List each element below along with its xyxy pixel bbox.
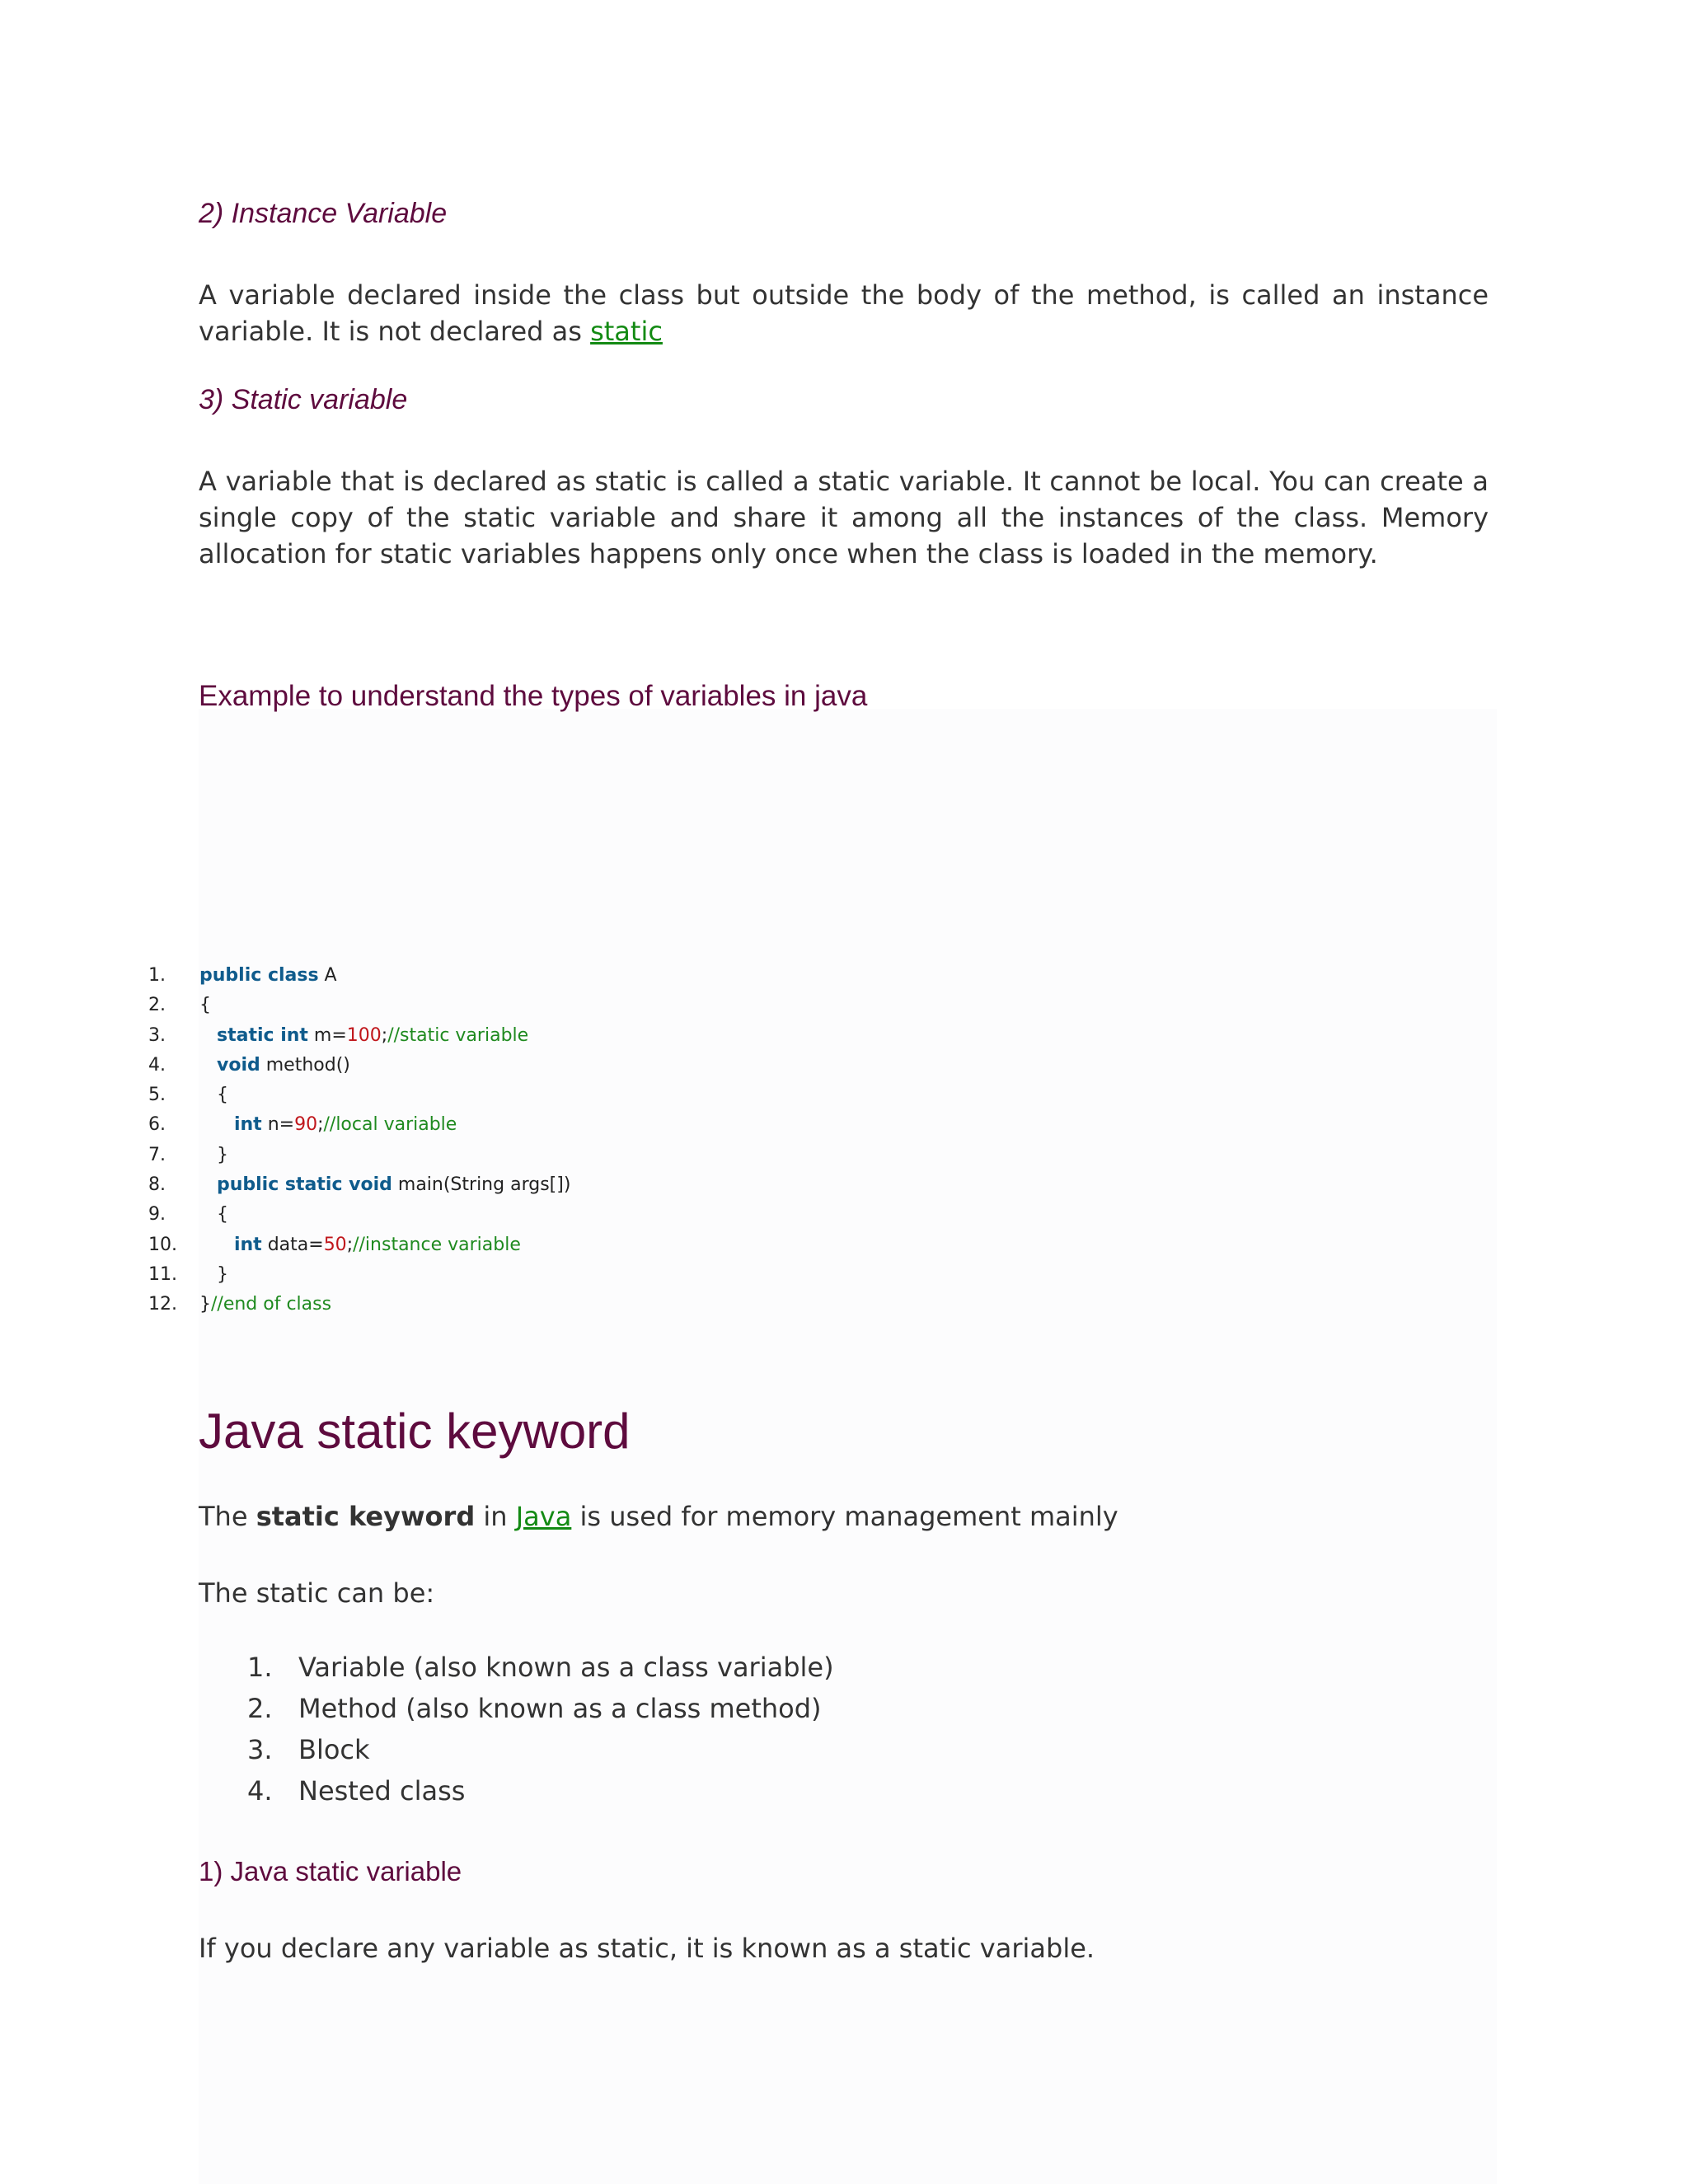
list-item bbox=[247, 1647, 834, 1688]
code-line bbox=[148, 991, 570, 1020]
code-line bbox=[148, 1260, 570, 1290]
code-line bbox=[148, 1110, 570, 1140]
static-intro-paragraph bbox=[199, 1498, 1118, 1535]
code-keyword: void bbox=[216, 1054, 260, 1076]
list-item-text: Block bbox=[298, 1734, 370, 1765]
list-item-text: Nested class bbox=[298, 1775, 466, 1807]
code-keyword: public static void bbox=[216, 1174, 392, 1196]
code-comment: //local variable bbox=[323, 1114, 457, 1136]
code-number: 100 bbox=[346, 1024, 382, 1046]
list-item-number: 3. bbox=[247, 1734, 273, 1765]
instance-variable-paragraph bbox=[199, 277, 1489, 349]
list-item bbox=[247, 1770, 834, 1811]
java-static-variable-heading: 1) Java static variable bbox=[199, 1856, 462, 1886]
code-listing bbox=[148, 961, 570, 1320]
code-line-number: 1. bbox=[148, 965, 166, 986]
code-indent bbox=[199, 1085, 217, 1105]
code-text: ; bbox=[346, 1234, 354, 1255]
code-text: } bbox=[199, 1294, 211, 1315]
code-text: method() bbox=[260, 1054, 350, 1076]
code-line-number: 12. bbox=[148, 1294, 177, 1315]
code-line bbox=[148, 1051, 570, 1080]
code-text: n= bbox=[261, 1114, 295, 1136]
code-comment: //instance variable bbox=[353, 1234, 521, 1255]
java-static-variable-text: If you declare any variable as static, it is known as a static variable. bbox=[199, 1933, 1095, 1964]
intro-text-the: The bbox=[199, 1501, 256, 1532]
code-line bbox=[148, 1080, 570, 1110]
code-line bbox=[148, 1170, 570, 1200]
code-text: { bbox=[216, 1085, 228, 1106]
static-link[interactable]: static bbox=[590, 316, 663, 347]
code-line bbox=[148, 1021, 570, 1051]
code-indent bbox=[199, 1055, 217, 1076]
intro-bold-text: static keyword bbox=[256, 1501, 476, 1532]
code-indent bbox=[199, 1145, 217, 1165]
code-indent bbox=[199, 1025, 217, 1046]
page-title: Java static keyword bbox=[199, 1404, 631, 1459]
code-line-number: 7. bbox=[148, 1144, 166, 1165]
code-text: } bbox=[216, 1263, 228, 1285]
code-keyword: static int bbox=[216, 1024, 308, 1046]
code-indent bbox=[199, 1264, 217, 1285]
code-line-number: 4. bbox=[148, 1054, 166, 1076]
code-text: A bbox=[318, 965, 337, 986]
code-line bbox=[148, 1230, 570, 1260]
code-line bbox=[148, 1200, 570, 1230]
list-item-number: 1. bbox=[247, 1652, 273, 1683]
code-line-number: 6. bbox=[148, 1114, 166, 1136]
code-indent bbox=[199, 1174, 217, 1195]
list-item-number: 2. bbox=[247, 1693, 273, 1724]
code-text: main(String args[]) bbox=[392, 1174, 571, 1196]
code-keyword: int bbox=[233, 1234, 262, 1255]
static-variable-heading: 3) Static variable bbox=[199, 384, 408, 415]
code-line-number: 3. bbox=[148, 1024, 166, 1046]
code-text: data= bbox=[261, 1234, 324, 1255]
code-keyword: public class bbox=[199, 965, 319, 986]
instance-variable-text: A variable declared inside the class but outside the body of the method, is called an instance variable. It is not declared as bbox=[199, 279, 1489, 347]
list-item bbox=[247, 1688, 834, 1729]
example-heading: Example to understand the types of variables in java bbox=[199, 680, 868, 712]
code-line bbox=[148, 961, 570, 991]
code-line bbox=[148, 1141, 570, 1170]
code-line-number: 2. bbox=[148, 995, 166, 1016]
static-can-be-text: The static can be: bbox=[199, 1577, 435, 1609]
code-keyword: int bbox=[233, 1114, 262, 1136]
code-number: 50 bbox=[323, 1234, 347, 1255]
code-line-number: 9. bbox=[148, 1204, 166, 1226]
list-item bbox=[247, 1729, 834, 1770]
intro-text-rest: is used for memory management mainly bbox=[571, 1501, 1118, 1532]
code-text: ; bbox=[381, 1024, 388, 1046]
code-line-number: 5. bbox=[148, 1085, 166, 1106]
code-text: { bbox=[216, 1204, 228, 1226]
code-line bbox=[148, 1290, 570, 1319]
static-variable-paragraph: A variable that is declared as static is called a static variable. It cannot be local. You can create a single copy of the static variable and share it among all the instances of the class. Memory allocation for static variables happens only once when the class is loaded in the memory. bbox=[199, 466, 1489, 569]
code-comment: //static variable bbox=[387, 1024, 529, 1046]
list-item-text: Method (also known as a class method) bbox=[298, 1693, 822, 1724]
code-text: { bbox=[199, 995, 211, 1016]
list-item-number: 4. bbox=[247, 1775, 273, 1807]
static-uses-list bbox=[247, 1647, 834, 1811]
code-text: m= bbox=[307, 1024, 347, 1046]
code-line-number: 11. bbox=[148, 1263, 177, 1285]
code-line-number: 8. bbox=[148, 1174, 166, 1196]
code-indent bbox=[199, 1114, 234, 1135]
code-text: ; bbox=[317, 1114, 324, 1136]
java-link[interactable]: Java bbox=[515, 1501, 572, 1532]
code-indent bbox=[199, 1204, 217, 1225]
instance-variable-heading: 2) Instance Variable bbox=[199, 198, 448, 229]
code-comment: //end of class bbox=[211, 1294, 332, 1315]
list-item-text: Variable (also known as a class variable) bbox=[298, 1652, 834, 1683]
intro-text-in: in bbox=[475, 1501, 516, 1532]
code-line-number: 10. bbox=[148, 1234, 177, 1255]
code-text: } bbox=[216, 1144, 228, 1165]
code-indent bbox=[199, 1235, 234, 1255]
code-number: 90 bbox=[294, 1114, 318, 1136]
